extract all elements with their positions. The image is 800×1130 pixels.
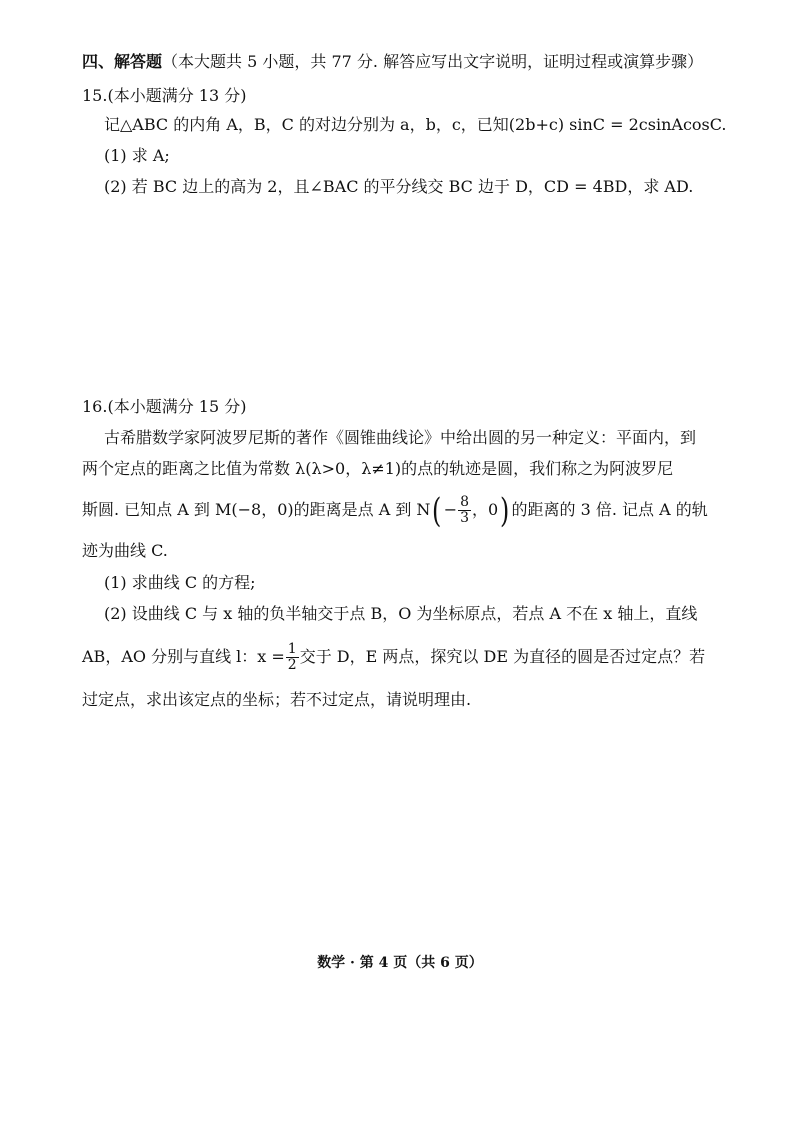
- q16-line3: [82, 490, 708, 530]
- section-note: （本大题共 5 小题，共 77 分. 解答应写出文字说明，证明过程或演算步骤）: [162, 52, 704, 71]
- fraction-numerator: 8: [460, 494, 470, 510]
- q15-header: [82, 85, 246, 107]
- q15-number: 15.: [82, 86, 108, 105]
- q15-part2: (2) 若 BC 边上的高为 2，且∠BAC 的平分线交 BC 边于 D，CD = 4BD，求 AD.: [104, 177, 694, 196]
- fraction-1-2: [286, 642, 299, 673]
- q16-part2-line2-a: AB，AO 分别与直线 l：x =: [82, 647, 285, 666]
- q15-stem: 记△ABC 的内角 A，B，C 的对边分别为 a，b，c，已知(2b+c) sinC = 2csinAcosC.: [104, 115, 727, 134]
- minus-sign: −: [443, 500, 458, 519]
- section-title: 四、解答题: [82, 52, 163, 71]
- right-paren: ): [500, 490, 510, 531]
- q16-line3-a: 斯圆. 已知点 A 到 M(−8，0)的距离是点 A 到 N: [82, 500, 431, 519]
- left-paren: (: [432, 490, 442, 531]
- q16-line3-b: ，0: [472, 500, 499, 519]
- q16-part1: (1) 求曲线 C 的方程;: [104, 573, 256, 592]
- q16-line1: 古希腊数学家阿波罗尼斯的著作《圆锥曲线论》中给出圆的另一种定义：平面内，到: [104, 428, 697, 447]
- fraction-8-3: [458, 495, 471, 526]
- q15-part1: (1) 求 A;: [104, 146, 170, 165]
- fraction-denominator: 2: [287, 657, 297, 673]
- q16-line4: 迹为曲线 C.: [82, 541, 168, 560]
- q16-part2-line1: (2) 设曲线 C 与 x 轴的负半轴交于点 B，O 为坐标原点，若点 A 不在 x 轴上，直线: [104, 604, 698, 623]
- q16-part2-line2: [82, 637, 705, 677]
- q16-number: 16.: [82, 397, 108, 416]
- fraction-denominator: 3: [460, 510, 470, 526]
- page-footer: 数学 · 第 4 页（共 6 页）: [317, 955, 483, 971]
- q16-part2-line2-b: 交于 D，E 两点，探究以 DE 为直径的圆是否过定点？若: [299, 647, 706, 666]
- q16-line2: 两个定点的距离之比值为常数 λ(λ>0，λ≠1)的点的轨迹是圆，我们称之为阿波罗尼: [82, 459, 674, 478]
- q16-part2-line3: 过定点，求出该定点的坐标；若不过定点，请说明理由.: [82, 690, 472, 709]
- fraction-numerator: 1: [287, 641, 297, 657]
- q16-header: [82, 396, 246, 418]
- q15-points: (本小题满分 13 分): [107, 86, 247, 105]
- section-header: [82, 51, 703, 73]
- q16-points: (本小题满分 15 分): [107, 397, 247, 416]
- q16-line3-c: 的距离的 3 倍. 记点 A 的轨: [511, 500, 708, 519]
